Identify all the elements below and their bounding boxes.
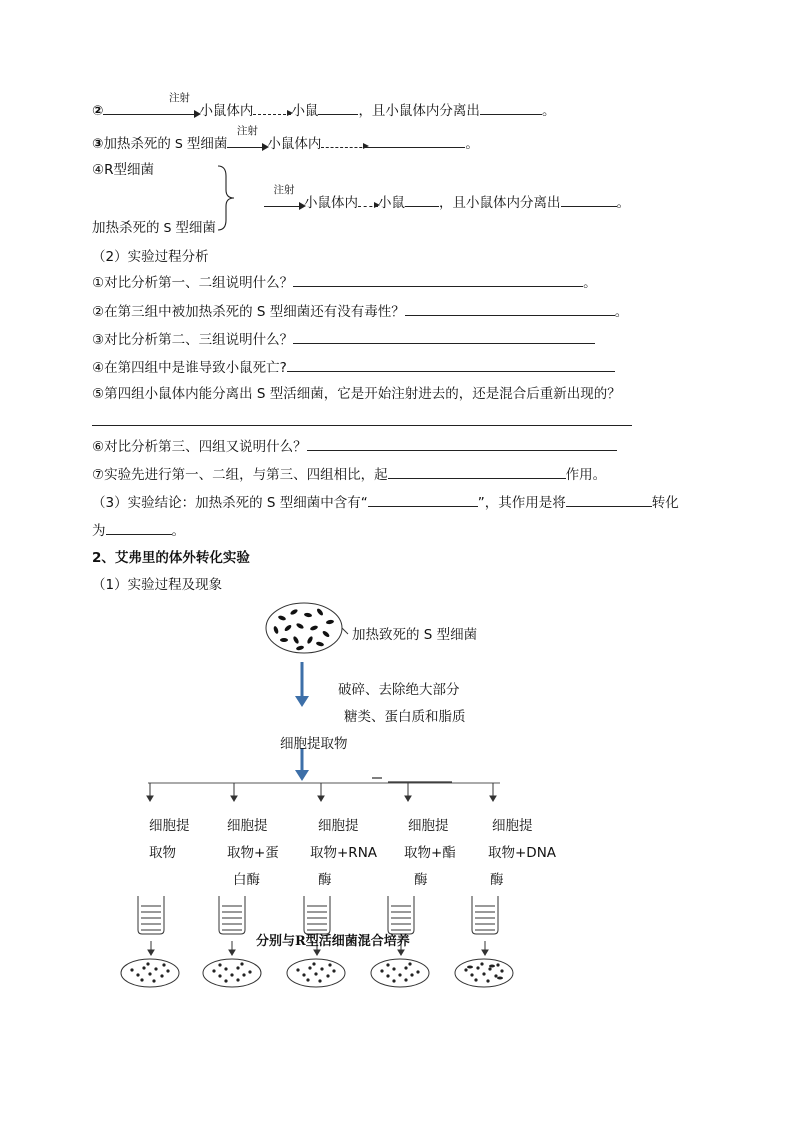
- conclusion-line-2: [92, 520, 185, 541]
- row-3-text-2: 型细菌: [186, 136, 228, 152]
- mix-label: 分别与R型活细菌混合培养: [256, 934, 410, 949]
- question-2: [92, 301, 628, 322]
- group-label-4: [404, 813, 456, 894]
- row-4-right: [264, 184, 630, 213]
- question-5-text: ⑤第四组小鼠体内能分离出 S 型活细菌，它是开始注射进去的，还是混合后重新出现的？: [92, 386, 621, 402]
- row-4-text-3: 小鼠体内: [304, 195, 358, 211]
- step-label-1: 破碎、去除绝大部分: [338, 682, 460, 698]
- conclusion-blank-3[interactable]: [106, 520, 172, 535]
- group-label-line: 酶: [414, 872, 428, 888]
- group-label-line: 细胞提: [318, 818, 359, 834]
- blank-4b[interactable]: [561, 192, 617, 207]
- answer-6[interactable]: [307, 436, 617, 451]
- row-3-text-3: 小鼠体内: [267, 136, 322, 152]
- group-label-line: 细胞提: [227, 818, 268, 834]
- answer-3[interactable]: [293, 329, 595, 344]
- blank-2c[interactable]: [480, 100, 542, 115]
- conclusion-text: （3）实验结论：加热杀死的 S 型细菌中含有“: [92, 495, 368, 511]
- row-2-number: ②: [92, 103, 104, 119]
- row-3-end: 。: [465, 136, 479, 152]
- group-label-line: 细胞提: [408, 818, 449, 834]
- question-4: [92, 357, 615, 378]
- answer-7[interactable]: [388, 464, 566, 479]
- inject-label: 注射: [168, 92, 190, 104]
- row-2-end: 。: [541, 103, 556, 119]
- question-6-text: ⑥对比分析第三、四组又说明什么？: [92, 439, 307, 455]
- row-4-text-4: 小鼠: [378, 195, 405, 211]
- conclusion-text-3: 转化: [651, 495, 679, 511]
- group-label-line: 取物: [149, 845, 176, 861]
- answer-2[interactable]: [405, 301, 615, 316]
- row-4-r: R: [104, 162, 114, 178]
- question-1-text: ①对比分析第一、二组说明什么？: [92, 275, 294, 291]
- top-dish-label: 加热致死的 S 型细菌: [352, 627, 478, 643]
- conclusion-text-2: ”，其作用是将: [477, 495, 566, 511]
- group-label-5: [488, 813, 556, 894]
- blank-2b[interactable]: [318, 100, 358, 115]
- row-2-text-2: 小鼠: [291, 103, 319, 119]
- petri-dishes-bottom: [121, 959, 513, 987]
- group-label-line: 细胞提: [492, 818, 533, 834]
- row-4-s: S: [163, 220, 172, 235]
- answer-4[interactable]: [287, 357, 615, 372]
- inject-label: 注射: [236, 125, 258, 137]
- test-tubes: [138, 896, 498, 934]
- dash-arrow: [253, 105, 291, 115]
- inject-arrow: [227, 125, 267, 154]
- question-7: [92, 464, 606, 485]
- petri-dish-top: [266, 603, 342, 653]
- row-2: [92, 92, 556, 121]
- question-6: [92, 436, 617, 457]
- inject-label: 注射: [273, 184, 295, 196]
- question-3: [92, 329, 595, 350]
- group-label-line: 酶: [318, 872, 332, 888]
- conclusion-blank-1[interactable]: [368, 492, 478, 507]
- row-2-text: 小鼠体内: [199, 103, 254, 119]
- row-4-bottom-text-2: 型细菌: [175, 220, 216, 236]
- question-4-text: ④在第四组中是谁导致小鼠死亡?: [92, 360, 287, 376]
- group-label-line: 取物+DNA: [488, 845, 557, 861]
- row-3-s: S: [174, 136, 183, 151]
- blank-4a[interactable]: [405, 192, 439, 207]
- conclusion-blank-2[interactable]: [566, 492, 652, 507]
- step-label-2: 糖类、蛋白质和脂质: [344, 709, 466, 725]
- group-label-line: 取物+RNA: [310, 845, 378, 861]
- answer-1[interactable]: [293, 272, 583, 287]
- down-arrow-icon: [295, 662, 309, 707]
- row-4-text-5: ，且小鼠体内分离出: [439, 195, 561, 211]
- answer-5[interactable]: [92, 411, 632, 426]
- blank-2a[interactable]: [103, 100, 159, 115]
- group-label-line: 取物+酯: [404, 845, 456, 861]
- row-3-number: ③: [92, 136, 104, 152]
- section-2-heading: 2、艾弗里的体外转化实验: [92, 550, 250, 566]
- group-label-line: 白酶: [233, 872, 260, 888]
- row-3-text: 加热杀死的: [103, 136, 171, 152]
- question-7-text: ⑦实验先进行第一、二组，与第三、四组相比，起: [92, 467, 388, 483]
- question-1-end: 。: [583, 275, 597, 291]
- conclusion-line-1: [92, 492, 679, 513]
- group-label-1: [149, 813, 190, 867]
- question-2-text: ②在第三组中被加热杀死的 S 型细菌还有没有毒性？: [92, 304, 405, 320]
- analysis-heading: （2）实验过程分析: [92, 249, 209, 265]
- section-2-subheading: （1）实验过程及现象: [92, 577, 223, 593]
- group-label-line: 细胞提: [149, 818, 190, 834]
- question-5: [92, 384, 621, 404]
- row-4-top: [92, 160, 154, 180]
- blank-3a[interactable]: [367, 133, 465, 148]
- group-label-line: 取物+蛋: [227, 845, 279, 861]
- inject-arrow: [264, 184, 304, 213]
- dash-arrow: [321, 138, 367, 148]
- row-2-text-3: ，且小鼠体内分离出: [358, 103, 480, 119]
- brace-icon: [214, 164, 236, 232]
- group-label-3: [310, 813, 377, 894]
- row-4-text: 型细菌: [113, 162, 154, 178]
- inject-arrow: [159, 92, 199, 121]
- row-3: [92, 125, 479, 154]
- question-2-end: 。: [614, 304, 629, 320]
- dash-arrow: [358, 197, 378, 207]
- question-7-end: 作用。: [565, 467, 607, 483]
- group-label-line: 酶: [490, 872, 504, 888]
- extract-label: 细胞提取物: [280, 736, 348, 752]
- row-4-number: ④: [92, 162, 105, 178]
- row-4-end: 。: [616, 195, 630, 211]
- row-4-bottom-text: 加热杀死的: [92, 220, 160, 236]
- question-3-text: ③对比分析第二、三组说明什么？: [92, 332, 294, 348]
- conclusion-end: 。: [171, 523, 185, 539]
- question-1: [92, 272, 597, 293]
- conclusion-text-4: 为: [92, 523, 106, 539]
- group-label-2: [227, 813, 279, 894]
- row-4-bottom: [92, 218, 216, 238]
